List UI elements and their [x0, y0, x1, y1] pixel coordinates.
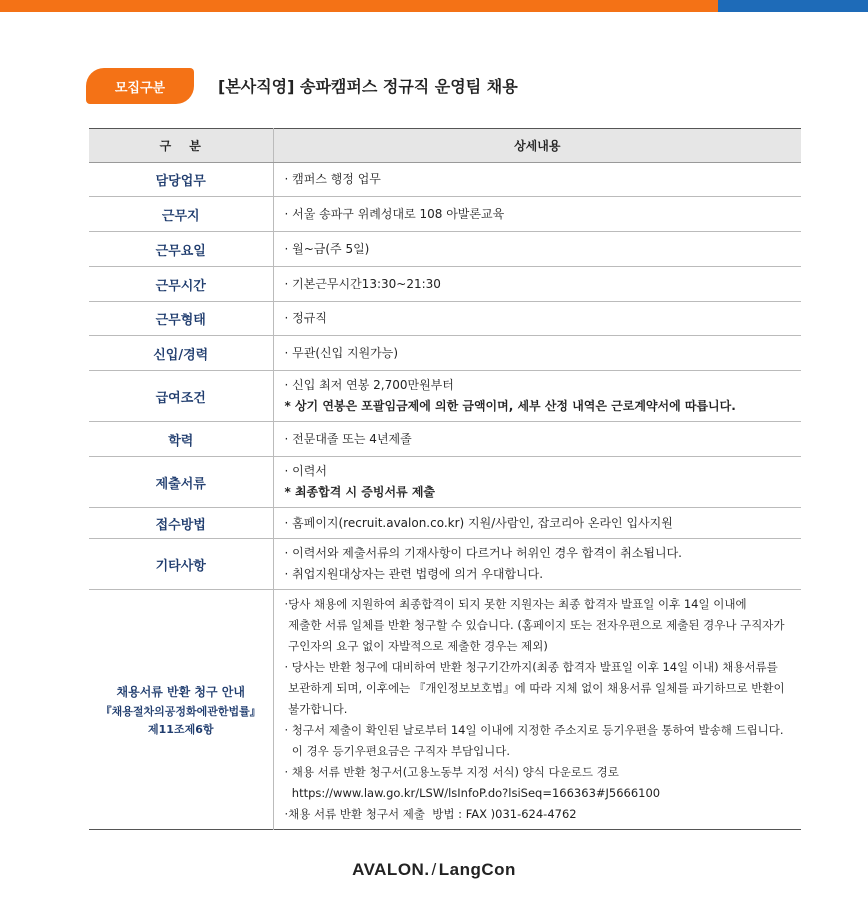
- return-notice-label: [89, 590, 273, 830]
- row-value-line: · 서울 송파구 위례성대로 108 아발론교육: [284, 206, 505, 221]
- return-notice-line: 이 경우 등기우편요금은 구직자 부담입니다.: [284, 744, 511, 758]
- table-row: [89, 232, 801, 267]
- return-notice-line: · 채용 서류 반환 청구서(고용노동부 지정 서식) 양식 다운로드 경로: [284, 765, 619, 779]
- row-value-line: * 상기 연봉은 포괄임금제에 의한 금액이며, 세부 산정 내역은 근로계약서에 따릅니다.: [284, 399, 736, 413]
- logo-avalon: AVALON.: [352, 860, 430, 879]
- row-value: [273, 508, 801, 539]
- table-row: [89, 457, 801, 508]
- job-details-table: [89, 128, 801, 830]
- return-notice-details: [273, 590, 801, 830]
- row-value-line: · 기본근무시간13:30~21:30: [284, 276, 441, 291]
- return-notice-line: https://www.law.go.kr/LSW/lsInfoP.do?lsiSeq=166363#J5666100: [284, 786, 661, 800]
- row-value-line: · 취업지원대상자는 관련 법령에 의거 우대합니다.: [284, 567, 544, 581]
- row-value-line: · 정규직: [284, 311, 327, 325]
- return-notice-article: 제11조제6항: [148, 722, 214, 736]
- table-row: [89, 302, 801, 336]
- logo-separator: /: [431, 860, 437, 879]
- row-value: [273, 267, 801, 302]
- table-row: [89, 371, 801, 422]
- table-row: [89, 267, 801, 302]
- row-value: [273, 232, 801, 267]
- return-notice-line: 보관하게 되며, 이후에는 『개인정보보호법』에 따라 지체 없이 채용서류 일체를 파기하므로 반환이: [284, 681, 785, 695]
- return-notice-line: 불가합니다.: [284, 702, 348, 716]
- table-row: [89, 336, 801, 371]
- row-label: 기타사항: [89, 539, 273, 590]
- row-value-line: · 전문대졸 또는 4년제졸: [284, 431, 412, 446]
- return-notice-line: 제출한 서류 일체를 반환 청구할 수 있습니다. (홈페이지 또는 전자우편으로 제출된 경우나 구직자가: [284, 618, 785, 632]
- company-logo: [0, 860, 868, 880]
- row-value-line: · 신입 최저 연봉 2,700만원부터: [284, 378, 454, 392]
- logo-langcon: LangCon: [438, 860, 516, 879]
- row-value: [273, 163, 801, 197]
- table-row: [89, 539, 801, 590]
- table-row: [89, 163, 801, 197]
- top-accent-bar: [0, 0, 868, 12]
- row-value: [273, 302, 801, 336]
- row-value-line: · 이력서와 제출서류의 기재사항이 다르거나 허위인 경우 합격이 취소됩니다.: [284, 546, 682, 560]
- return-notice-line: 구인자의 요구 없이 자발적으로 제출한 경우는 제외): [284, 639, 548, 653]
- row-label: 제출서류: [89, 457, 273, 508]
- return-notice-line: ·당사 채용에 지원하여 최종합격이 되지 못한 지원자는 최종 합격자 발표일 이후 14일 이내에: [284, 597, 747, 611]
- table-row-return-notice: [89, 590, 801, 830]
- row-value: [273, 457, 801, 508]
- return-notice-title: 채용서류 반환 청구 안내: [116, 684, 245, 699]
- row-label: 근무형태: [89, 302, 273, 336]
- row-label: 근무요일: [89, 232, 273, 267]
- row-value: [273, 336, 801, 371]
- row-label: 학력: [89, 422, 273, 457]
- return-notice-line: · 청구서 제출이 확인된 날로부터 14일 이내에 지정한 주소지로 등기우편을 통하여 발송해 드립니다.: [284, 723, 784, 737]
- row-label: 접수방법: [89, 508, 273, 539]
- row-value-line: · 홈페이지(recruit.avalon.co.kr) 지원/사람인, 잡코리아 온라인 입사지원: [284, 515, 673, 530]
- column-header-details: 상세내용: [273, 129, 801, 163]
- table-row: [89, 197, 801, 232]
- top-bar-orange: [0, 0, 718, 12]
- row-label: 급여조건: [89, 371, 273, 422]
- return-notice-line: ·채용 서류 반환 청구서 제출 방법 : FAX )031-624-4762: [284, 807, 577, 821]
- row-value: [273, 422, 801, 457]
- row-value: [273, 539, 801, 590]
- table-header-row: [89, 129, 801, 163]
- recruit-category-badge: 모집구분: [86, 68, 194, 104]
- row-value-line: · 월~금(주 5일): [284, 241, 370, 256]
- return-notice-line: · 당사는 반환 청구에 대비하여 반환 청구기간까지(최종 합격자 발표일 이후 14일 이내) 채용서류를: [284, 660, 778, 674]
- column-header-category: 구분: [89, 129, 273, 163]
- row-label: 신입/경력: [89, 336, 273, 371]
- row-value-line: · 무관(신입 지원가능): [284, 345, 399, 360]
- row-label: 담당업무: [89, 163, 273, 197]
- return-notice-law: 『채용절차의공정화에관한법률』: [100, 704, 261, 718]
- row-value-line: · 캠퍼스 행정 업무: [284, 172, 381, 186]
- row-value: [273, 371, 801, 422]
- page-title: [본사직영] 송파캠퍼스 정규직 운영팀 채용: [218, 77, 518, 96]
- row-value: [273, 197, 801, 232]
- row-label: 근무지: [89, 197, 273, 232]
- row-value-line: * 최종합격 시 증빙서류 제출: [284, 485, 435, 499]
- top-bar-blue: [718, 0, 868, 12]
- table-row: [89, 422, 801, 457]
- row-value-line: · 이력서: [284, 464, 327, 478]
- row-label: 근무시간: [89, 267, 273, 302]
- table-row: [89, 508, 801, 539]
